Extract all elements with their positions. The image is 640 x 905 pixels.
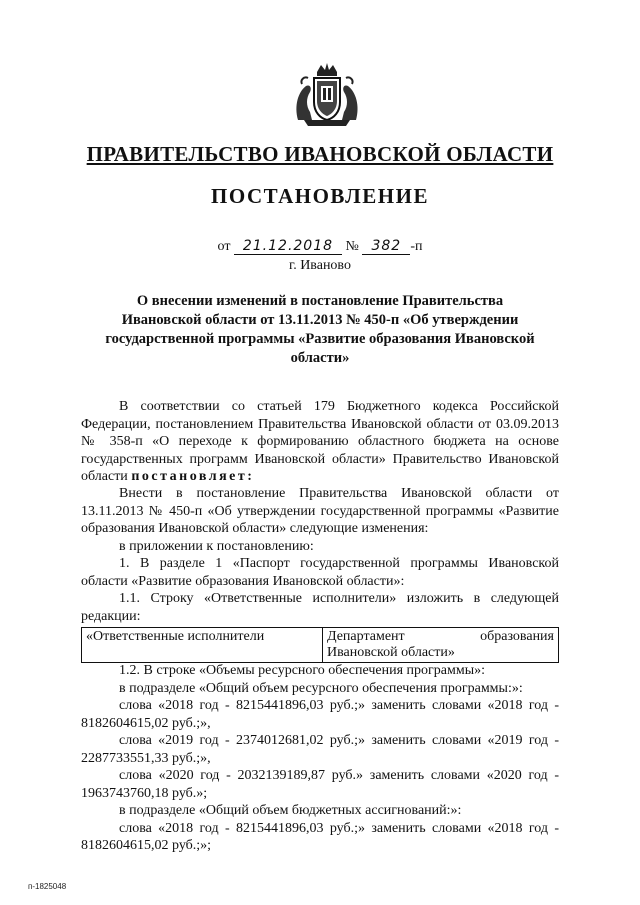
document-number: 382 [362,238,410,255]
paragraph-annex: в приложении к постановлению: [119,538,314,554]
coat-of-arms-icon [290,62,364,128]
number-label: № [345,239,359,254]
city: г. Иваново [289,258,351,273]
main-paragraphs [81,485,559,625]
table-cell-label: «Ответственные исполнители [82,628,323,663]
number-suffix: -п [410,239,423,254]
document-code: п-1825048 [28,882,67,891]
table-row [82,628,559,663]
document-subject: О внесении изменений в постановление Правительства Ивановской области от 13.11.2013 № 450-п «Об утверждении государственной программы «Развитие образования Ивановской области» [105,293,535,366]
paragraph-section-1: 1. В разделе 1 «Паспорт государственной программы Ивановской области «Развитие образования Ивановской области»: [81,556,559,589]
preamble [81,398,559,486]
item-subsection-budget: в подразделе «Общий объем бюджетных ассигнований:»: [119,803,462,818]
responsible-executors-table [81,627,559,663]
decision-word: постановляет: [131,469,255,484]
preamble-text: В соответствии со статьей 179 Бюджетного кодекса Российской Федерации, постановлением Правительства Ивановской области от 03.09.2013 № 358-п «О переходе к формированию областного бюджета на основе государственных программ Ивановской области» Правительство Ивановской области [81,399,559,484]
item-2020-total: слова «2020 год - 2032139189,87 руб.» заменить словами «2020 год - 1963743760,18 руб.»; [81,768,559,801]
item-subsection-total: в подразделе «Общий объем ресурсного обеспечения программы:»: [119,680,523,696]
paragraph-1-1: 1.1. Строку «Ответственные исполнители» изложить в следующей редакции: [81,591,559,624]
item-1-2: 1.2. В строке «Объемы ресурсного обеспечения программы»: [119,663,486,678]
preamble-paragraph [81,398,559,486]
government-title: ПРАВИТЕЛЬСТВО ИВАНОВСКОЙ ОБЛАСТИ [86,142,554,166]
table-cell-value: Департамент образования Ивановской области» [323,628,559,663]
item-2018-budget: слова «2018 год - 8215441896,03 руб.;» заменить словами «2018 год - 8182604615,02 руб.;»; [81,820,559,853]
items-block [81,662,559,855]
item-2018-total: слова «2018 год - 8215441896,03 руб.;» заменить словами «2018 год - 8182604615,02 руб.;», [81,698,559,731]
document-type: ПОСТАНОВЛЕНИЕ [211,184,429,208]
date-prefix: от [217,239,231,254]
document-date: 21.12.2018 [234,238,342,255]
date-number-line [0,238,640,255]
item-2019-total: слова «2019 год - 2374012681,02 руб.;» заменить словами «2019 год - 2287733551,33 руб.;», [81,733,559,766]
paragraph-amend: Внести в постановление Правительства Ивановской области от 13.11.2013 № 450-п «Об утверждении государственной программы «Развитие образования Ивановской области» следующие изменения: [81,486,559,536]
